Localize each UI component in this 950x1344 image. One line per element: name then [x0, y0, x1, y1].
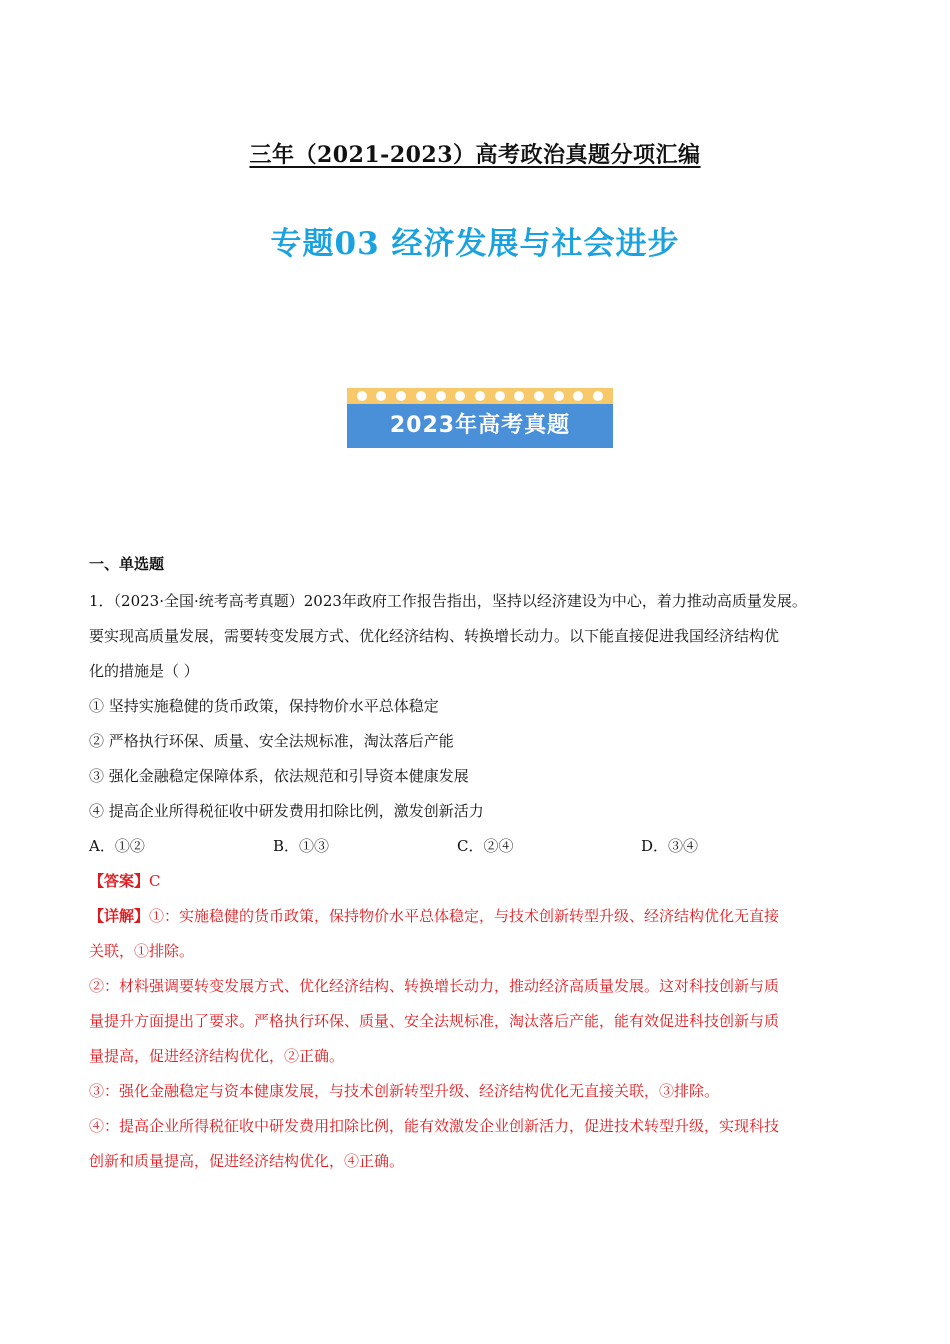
stem-line: 要实现高质量发展，需要转变发展方式、优化经济结构、转换增长动力。以下能直接促进我国经济结构优 — [89, 627, 780, 645]
badge-dot — [376, 391, 386, 401]
badge-dot — [495, 391, 505, 401]
badge-dot — [455, 391, 465, 401]
stem-line: 化的措施是（ ） — [89, 662, 199, 680]
badge-label: 2023年高考真题 — [389, 413, 571, 438]
option-c: C．②④ — [457, 837, 514, 855]
option-b: B．①③ — [273, 837, 330, 855]
question-stem — [89, 584, 869, 689]
badge-dot — [475, 391, 485, 401]
question-content — [89, 552, 869, 1179]
badge-dot-strip — [347, 388, 613, 404]
question-items — [89, 689, 869, 829]
section-heading: 一、单选题 — [89, 555, 165, 573]
year-badge — [347, 388, 613, 448]
badge-dot — [416, 391, 426, 401]
badge-dot — [534, 391, 544, 401]
badge-dot — [436, 391, 446, 401]
explanation — [89, 899, 869, 1179]
answer-value: C — [149, 872, 161, 890]
explanation-text: ①：实施稳健的货币政策，保持物价水平总体稳定，与技术创新转型升级、经济结构优化无直接 — [149, 907, 780, 925]
topic-title: 专题03 经济发展与社会进步 — [270, 226, 680, 262]
main-title — [0, 138, 950, 169]
answer-label: 【答案】 — [89, 872, 150, 890]
badge-dot — [357, 391, 367, 401]
explanation-label: 【详解】 — [89, 907, 150, 925]
option-d: D．③④ — [641, 837, 699, 855]
answer-options — [89, 829, 869, 864]
question-item: ③ 强化金融稳定保障体系，依法规范和引导资本健康发展 — [89, 767, 469, 785]
question-item: ④ 提高企业所得税征收中研发费用扣除比例，激发创新活力 — [89, 802, 484, 820]
explanation-line: ④：提高企业所得税征收中研发费用扣除比例，能有效激发企业创新活力，促进技术转型升级，实现科技 — [89, 1117, 780, 1135]
option-a: A．①② — [89, 837, 145, 855]
answer-line — [89, 864, 869, 899]
question-item: ① 坚持实施稳健的货币政策，保持物价水平总体稳定 — [89, 697, 439, 715]
explanation-line: ②：材料强调要转变发展方式、优化经济结构、转换增长动力，推动经济高质量发展。这对科技创新与质 — [89, 977, 780, 995]
explanation-line: 创新和质量提高，促进经济结构优化，④正确。 — [89, 1152, 405, 1170]
stem-line: 1．（2023·全国·统考高考真题）2023年政府工作报告指出，坚持以经济建设为中心，着力推动高质量发展。 — [89, 592, 807, 610]
explanation-line: 量提高，促进经济结构优化，②正确。 — [89, 1047, 345, 1065]
main-title-text: 三年（2021-2023）高考政治真题分项汇编 — [249, 142, 701, 168]
explanation-line — [89, 899, 869, 934]
explanation-line: ③：强化金融稳定与资本健康发展，与技术创新转型升级、经济结构优化无直接关联，③排除。 — [89, 1082, 720, 1100]
badge-dot — [514, 391, 524, 401]
badge-dot — [573, 391, 583, 401]
explanation-line: 量提升方面提出了要求。严格执行环保、质量、安全法规标准，淘汰落后产能，能有效促进科技创新与质 — [89, 1012, 780, 1030]
badge-dot — [396, 391, 406, 401]
badge-dot — [554, 391, 564, 401]
question-item: ② 严格执行环保、质量、安全法规标准，淘汰落后产能 — [89, 732, 454, 750]
explanation-line: 关联，①排除。 — [89, 942, 195, 960]
badge-dot — [593, 391, 603, 401]
